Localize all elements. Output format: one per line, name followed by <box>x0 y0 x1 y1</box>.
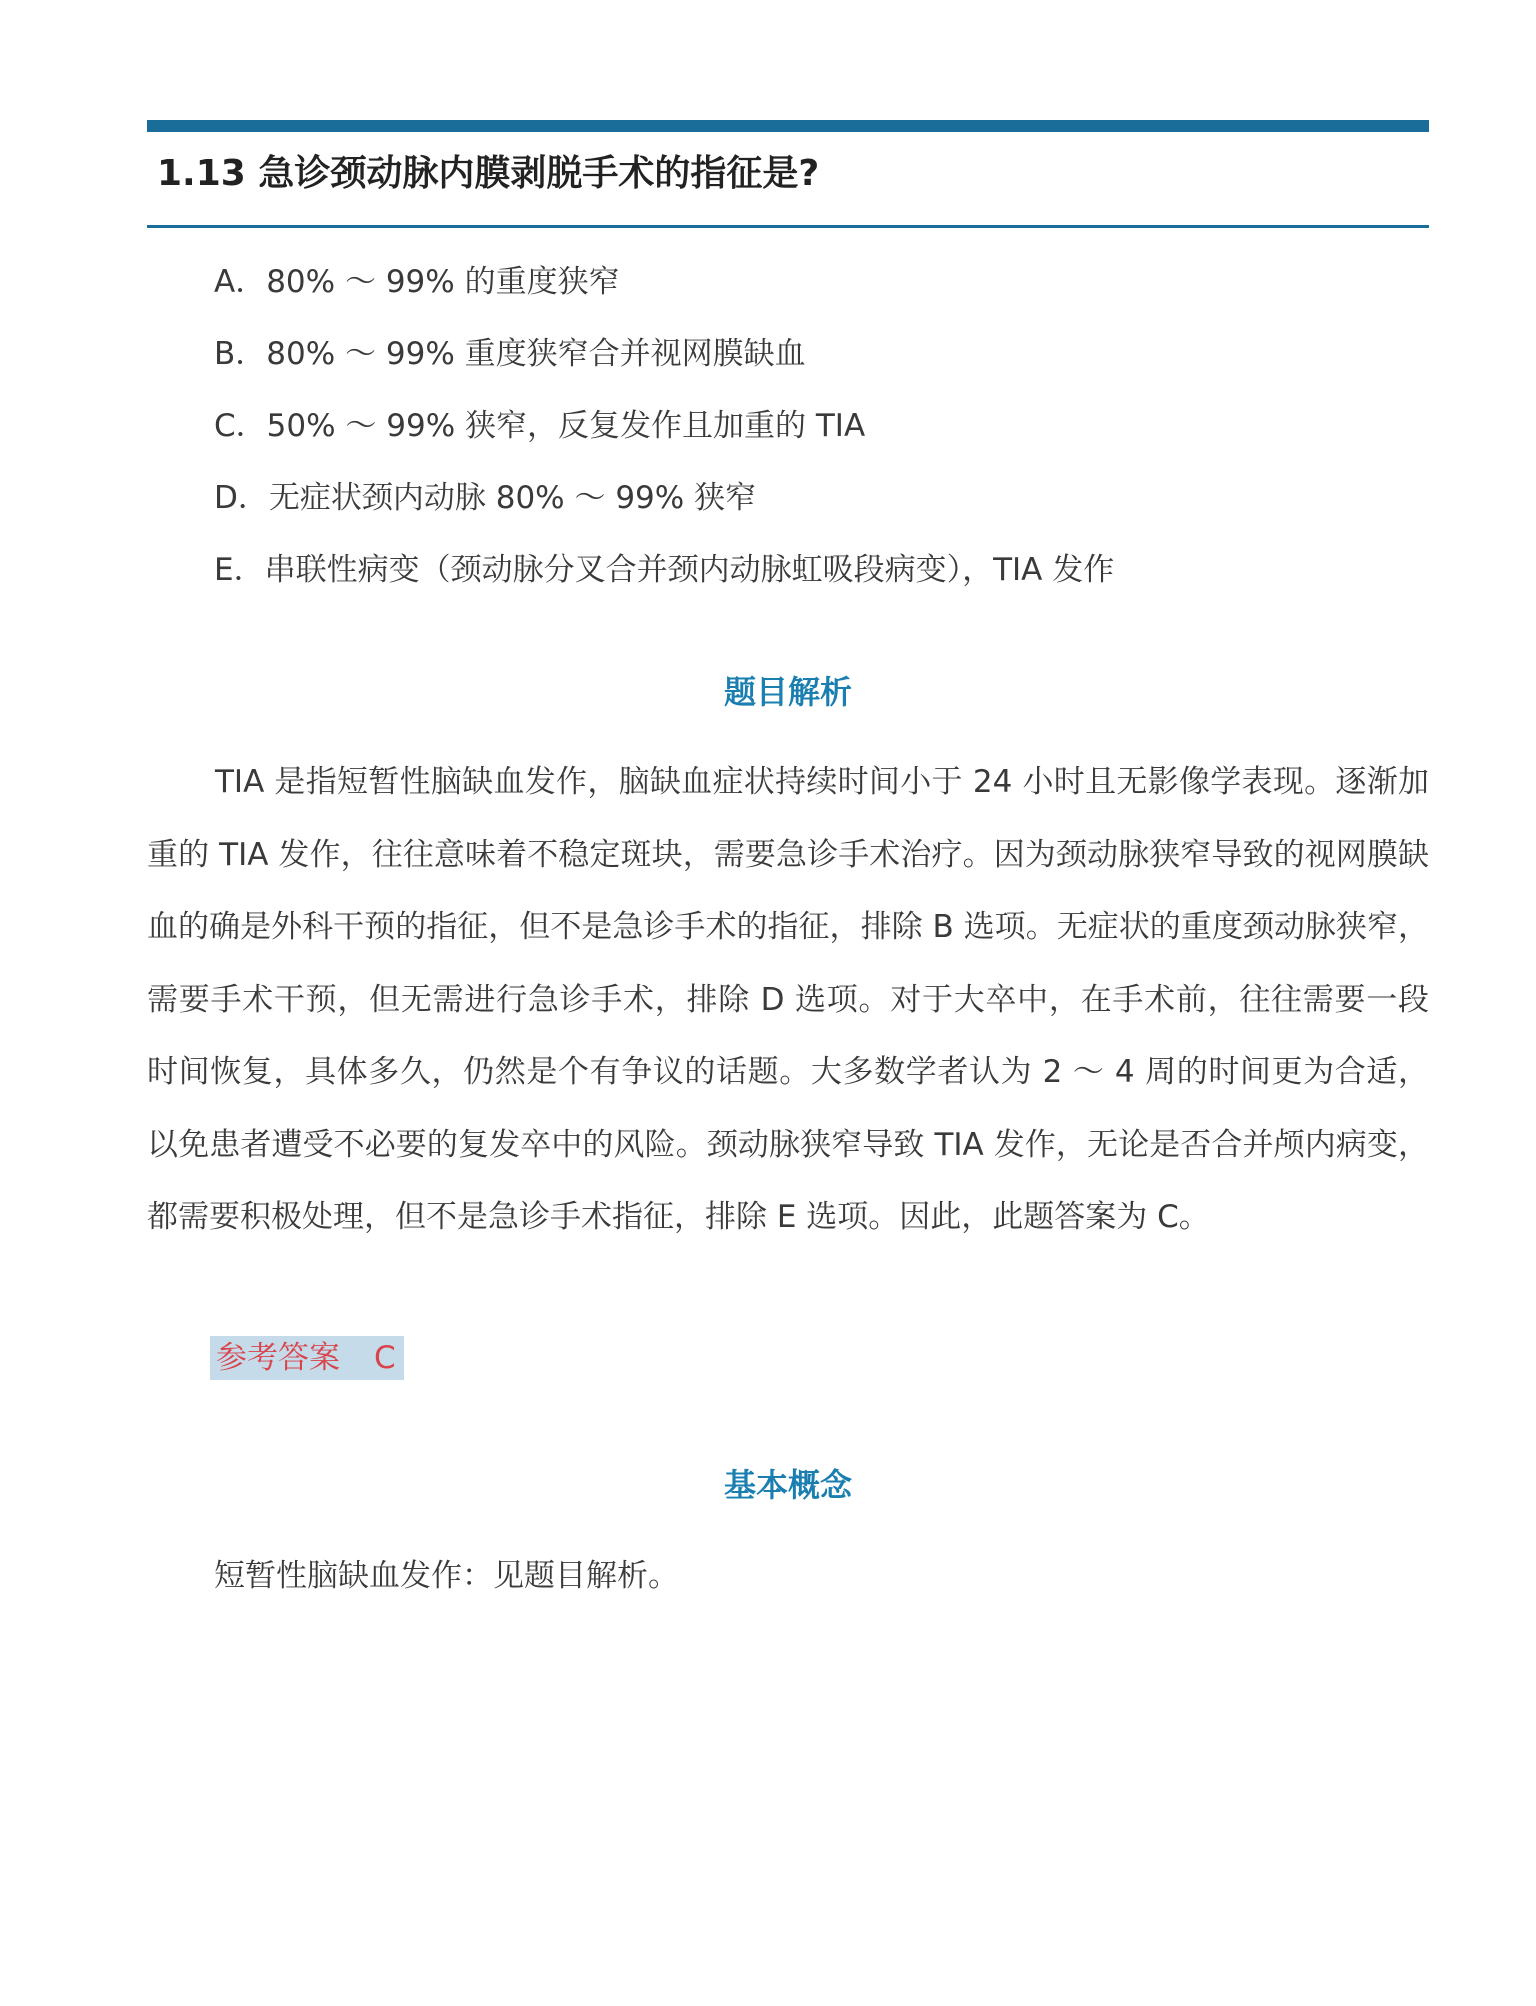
analysis-text: TIA 是指短暂性脑缺血发作，脑缺血症状持续时间小于 24 小时且无影像学表现。逐渐加重的 TIA 发作，往往意味着不稳定斑块，需要急诊手术治疗。因为颈动脉狭窄导致的视网膜缺血的确是外科干预的指征，但不是急诊手术的指征，排除 B 选项。无症状的重度颈动脉狭窄，需要手术干预，但无需进行急诊手术，排除 D 选项。对于大卒中，在手术前，往往需要一段时间恢复，具体多久，仍然是个有争议的话题。大多数学者认为 2 ～ 4 周的时间更为合适，以免患者遭受不必要的复发卒中的风险。颈动脉狭窄导致 TIA 发作，无论是否合并颅内病变，都需要积极处理，但不是急诊手术指征，排除 E 选项。因此，此题答案为 C。 <box>147 764 1429 1235</box>
option-e: E．串联性病变（颈动脉分叉合并颈内动脉虹吸段病变），TIA 发作 <box>214 552 1115 588</box>
analysis-heading: 题目解析 <box>723 673 852 711</box>
title-divider <box>147 225 1429 228</box>
option-c: C．50% ～ 99% 狭窄，反复发作且加重的 TIA <box>214 408 866 444</box>
answer-value: C <box>374 1340 396 1376</box>
reference-answer <box>210 1336 404 1380</box>
concept-heading: 基本概念 <box>723 1466 852 1504</box>
option-b: B．80% ～ 99% 重度狭窄合并视网膜缺血 <box>214 336 806 372</box>
question-title: 1.13 急诊颈动脉内膜剥脱手术的指征是? <box>157 153 820 194</box>
option-a: A．80% ～ 99% 的重度狭窄 <box>214 264 620 300</box>
header-bar <box>147 120 1429 132</box>
option-d: D．无症状颈内动脉 80% ～ 99% 狭窄 <box>214 480 757 516</box>
answer-label: 参考答案 <box>216 1340 340 1376</box>
answer-options <box>214 246 1414 606</box>
concept-text: 短暂性脑缺血发作：见题目解析。 <box>214 1558 679 1594</box>
